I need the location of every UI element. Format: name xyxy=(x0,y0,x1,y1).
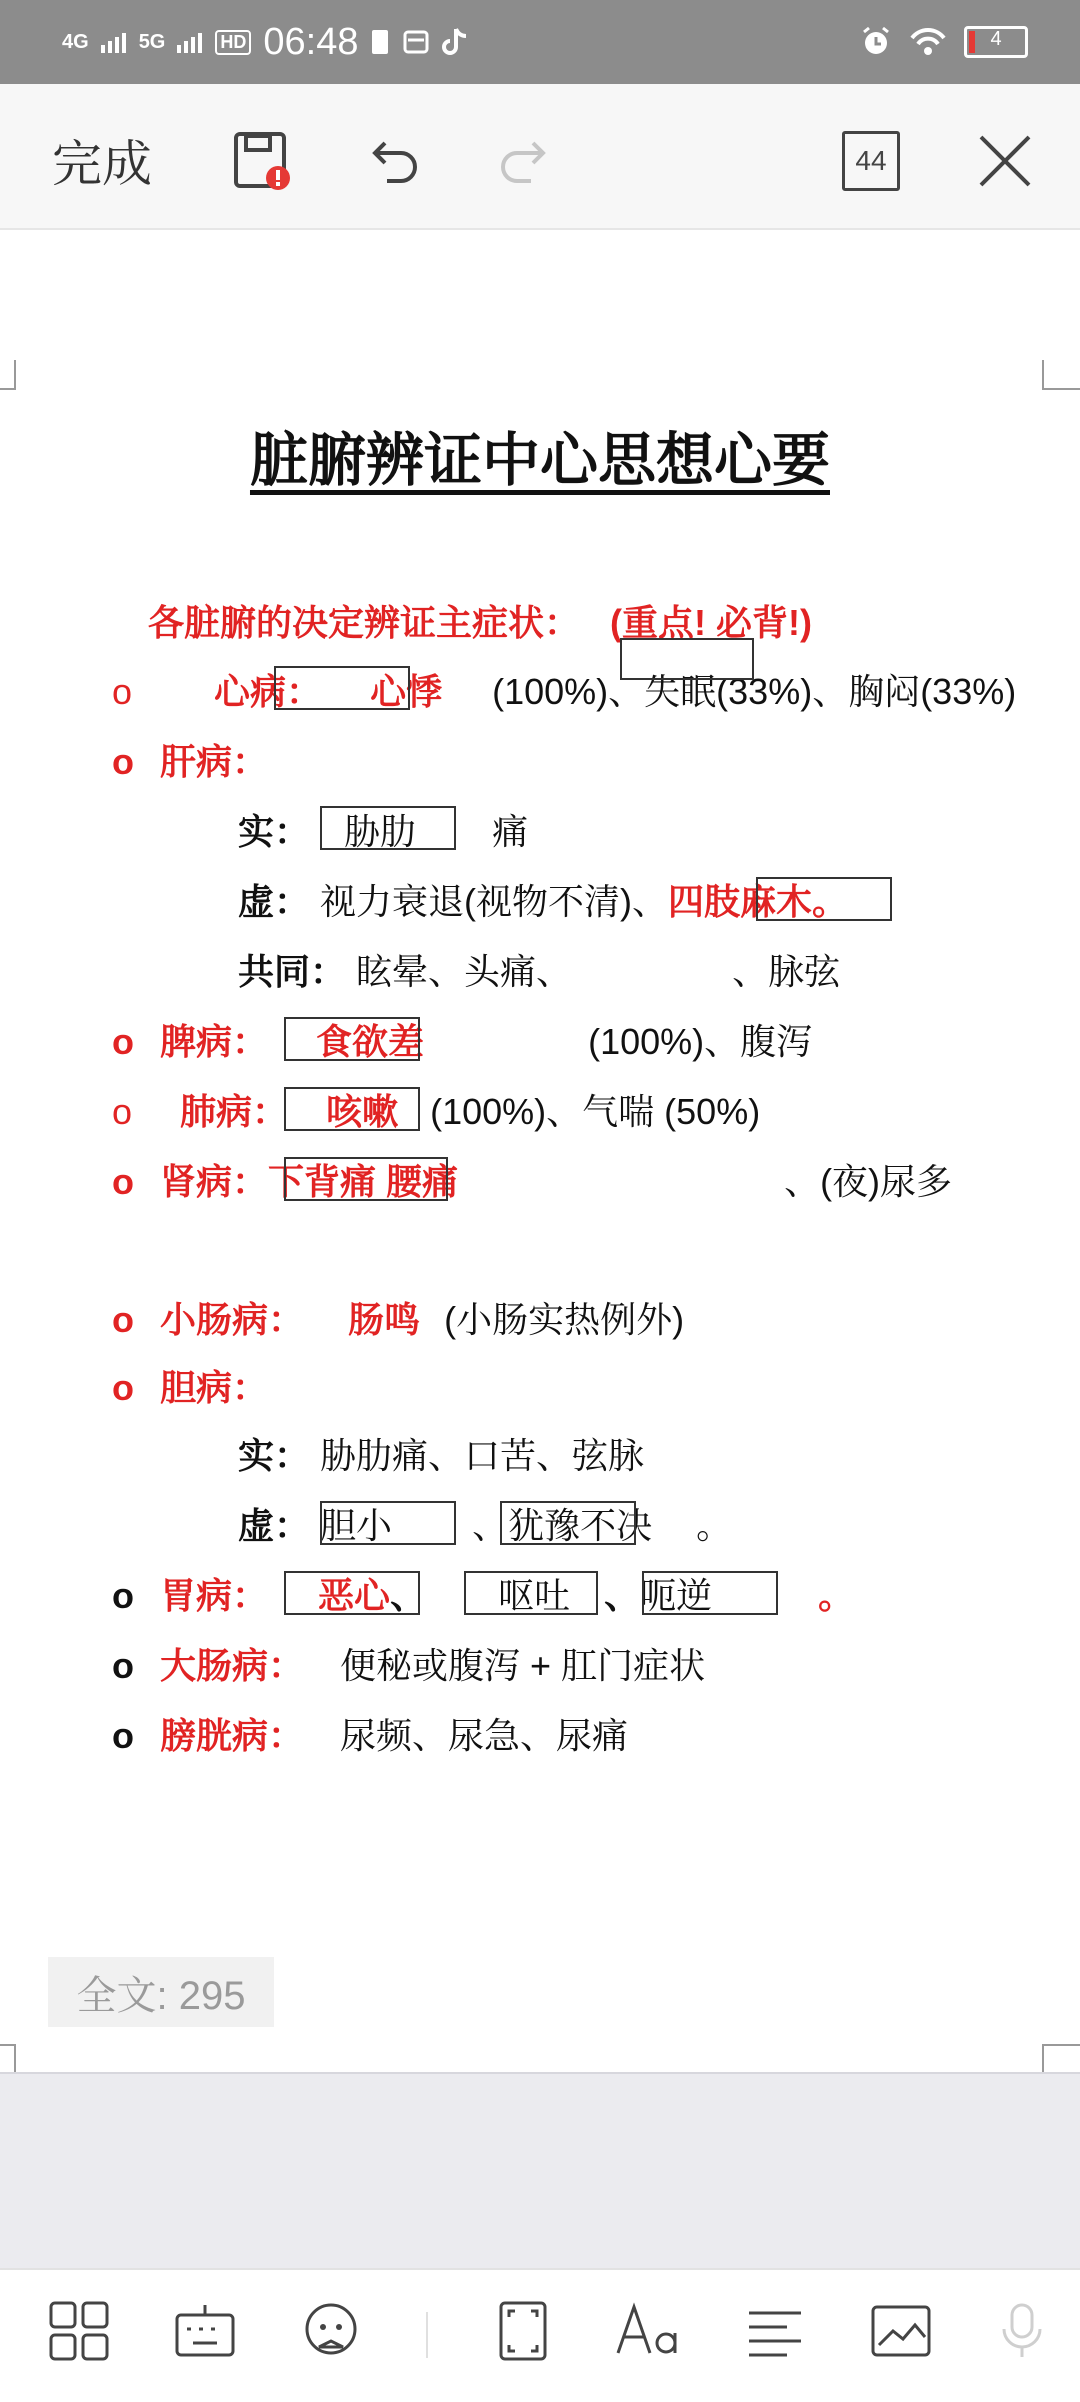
gallbladder-deficiency-a: 胆小 xyxy=(320,1505,393,1546)
image-button[interactable] xyxy=(866,2296,936,2366)
redo-button[interactable] xyxy=(490,126,560,196)
battery-level: 4 xyxy=(990,28,1002,50)
kidney-details: 、(夜)尿多 xyxy=(784,1161,953,1202)
small-intestine-line xyxy=(112,1292,684,1343)
gallbladder-excess-line xyxy=(238,1428,644,1479)
paragraph-button[interactable] xyxy=(740,2296,810,2366)
document-title: 脏腑辨证中心思想心要 xyxy=(249,428,830,493)
close-button[interactable] xyxy=(970,126,1040,196)
assistant-icon xyxy=(299,2299,363,2363)
heart-details: (100%)、失眠(33%)、胸闷(33%) xyxy=(492,671,1017,712)
liver-excess-tail: 痛 xyxy=(492,811,529,852)
bladder-text: 尿频、尿急、尿痛 xyxy=(340,1715,629,1756)
page-count: 44 xyxy=(842,131,900,191)
spleen-key-symptom: 食欲差 xyxy=(316,1021,425,1062)
bullet: o xyxy=(112,1021,134,1062)
bullet: o xyxy=(112,1299,134,1340)
signal-bars-icon xyxy=(101,31,127,53)
stomach-symptom-b: 呕吐 xyxy=(498,1575,571,1616)
period: 。 xyxy=(696,1505,733,1546)
separator: 、 xyxy=(604,1575,641,1616)
deficiency-label: 虚： xyxy=(238,1505,311,1546)
text-box[interactable] xyxy=(284,1087,420,1131)
liver-deficiency-red: 四肢麻木。 xyxy=(668,881,849,922)
crop-mark xyxy=(0,2044,16,2074)
liver-common-line xyxy=(238,944,840,995)
bullet: o xyxy=(112,1367,134,1408)
crop-mark xyxy=(1042,360,1080,390)
fullscreen-icon xyxy=(491,2299,555,2363)
page-count-button[interactable] xyxy=(836,126,906,196)
divider xyxy=(426,2312,428,2358)
paragraph-icon xyxy=(743,2299,807,2363)
crop-mark xyxy=(1042,2044,1080,2074)
bullet: o xyxy=(112,671,133,712)
clock: 06:48 xyxy=(263,20,359,63)
undo-button[interactable] xyxy=(358,126,428,196)
tiktok-icon xyxy=(442,27,468,57)
bullet: o xyxy=(112,1715,134,1756)
excess-label: 实： xyxy=(238,811,311,852)
keyboard-button[interactable] xyxy=(170,2296,240,2366)
liver-deficiency-text: 视力衰退(视物不清)、 xyxy=(320,881,669,922)
signal-4g-icon: 4G xyxy=(62,30,89,53)
common-label: 共同： xyxy=(238,951,347,992)
bladder-line xyxy=(112,1708,628,1759)
undo-icon xyxy=(363,131,423,191)
font-icon xyxy=(614,2299,684,2363)
text-box[interactable] xyxy=(320,1501,456,1545)
large-intestine-text: 便秘或腹泻 + 肛门症状 xyxy=(340,1645,706,1686)
small-intestine-details: (小肠实热例外) xyxy=(444,1299,685,1340)
word-count-badge[interactable]: 全文: 295 xyxy=(48,1957,274,2027)
storage-icon xyxy=(402,28,430,56)
bullet: o xyxy=(112,1091,133,1132)
text-box[interactable] xyxy=(756,877,892,921)
heart-label: 心病： xyxy=(214,671,323,712)
gallbladder-deficiency-b: 犹豫不决 xyxy=(508,1505,653,1546)
redo-icon xyxy=(495,131,555,191)
liver-common-a: 眩晕、头痛、 xyxy=(356,951,573,992)
bullet: o xyxy=(112,1575,134,1616)
assistant-button[interactable] xyxy=(296,2296,366,2366)
keyboard-icon xyxy=(173,2299,237,2363)
fullscreen-button[interactable] xyxy=(488,2296,558,2366)
liver-common-b: 、脉弦 xyxy=(732,951,841,992)
page-gap xyxy=(0,2072,1080,2270)
status-bar xyxy=(0,0,1080,84)
mic-icon xyxy=(992,2299,1052,2363)
sim-icon xyxy=(370,28,390,56)
separator: 、 xyxy=(472,1505,509,1546)
kidney-line xyxy=(112,1154,952,1205)
alarm-icon xyxy=(860,26,892,58)
save-button[interactable] xyxy=(228,126,298,196)
small-intestine-label: 小肠病： xyxy=(160,1299,305,1340)
large-intestine-label: 大肠病： xyxy=(160,1645,305,1686)
text-box[interactable] xyxy=(320,806,456,850)
lung-key-symptom: 咳嗽 xyxy=(326,1091,399,1132)
kidney-key-symptom: 下背痛 腰痛 xyxy=(268,1161,459,1202)
stomach-label: 胃病： xyxy=(160,1575,269,1616)
crop-mark xyxy=(0,360,16,390)
save-icon xyxy=(230,128,296,194)
document-page[interactable] xyxy=(0,230,1080,2072)
battery-icon xyxy=(964,26,1028,58)
text-box[interactable] xyxy=(642,1571,778,1615)
text-box[interactable] xyxy=(464,1571,598,1615)
bullet: o xyxy=(112,1645,134,1686)
bottom-toolbar xyxy=(0,2268,1080,2402)
hd-icon: HD xyxy=(215,30,251,55)
period: 。 xyxy=(818,1575,855,1616)
done-button[interactable]: 完成 xyxy=(52,136,152,192)
liver-line xyxy=(112,734,268,785)
text-box[interactable] xyxy=(284,1017,420,1061)
liver-excess-key: 胁肋 xyxy=(344,811,417,852)
bullet: o xyxy=(112,741,134,782)
gallbladder-label: 胆病： xyxy=(160,1367,269,1408)
gallbladder-excess-text: 胁肋痛、口苦、弦脉 xyxy=(320,1435,645,1476)
bladder-label: 膀胱病： xyxy=(160,1715,305,1756)
wifi-icon xyxy=(910,27,946,57)
text-box[interactable] xyxy=(284,1157,448,1201)
spleen-line xyxy=(112,1014,812,1065)
intro-memorize: 必背!) xyxy=(716,602,813,643)
spleen-label: 脾病： xyxy=(160,1021,269,1062)
gallbladder-deficiency-line xyxy=(238,1498,732,1549)
text-box[interactable] xyxy=(274,666,410,710)
lung-details: (100%)、气喘 (50%) xyxy=(430,1091,761,1132)
liver-label: 肝病： xyxy=(160,741,269,782)
stomach-symptom-c: 呃逆 xyxy=(640,1575,713,1616)
text-box[interactable] xyxy=(500,1501,636,1545)
image-icon xyxy=(869,2299,933,2363)
intro-text: 各脏腑的决定辨证主症状： xyxy=(148,602,581,643)
signal-bars-icon xyxy=(177,31,203,53)
heart-line xyxy=(112,664,1016,715)
intro-important: (重点! xyxy=(610,602,707,643)
lung-line xyxy=(112,1084,760,1135)
large-intestine-line xyxy=(112,1638,705,1689)
lung-label: 肺病： xyxy=(180,1091,289,1132)
editor-toolbar xyxy=(0,84,1080,230)
gallbladder-line xyxy=(112,1360,268,1411)
separator: 、 xyxy=(390,1575,427,1616)
signal-5g-icon: 5G xyxy=(138,30,166,53)
apps-button[interactable] xyxy=(44,2296,114,2366)
small-intestine-key-symptom: 肠鸣 xyxy=(348,1299,421,1340)
deficiency-label: 虚： xyxy=(238,881,311,922)
text-box[interactable] xyxy=(620,638,754,680)
stomach-symptom-a: 恶心 xyxy=(318,1575,391,1616)
kidney-label: 肾病： xyxy=(160,1161,269,1202)
apps-icon xyxy=(47,2299,111,2363)
close-icon xyxy=(975,131,1035,191)
spleen-details: (100%)、腹泻 xyxy=(588,1021,813,1062)
excess-label: 实： xyxy=(238,1435,311,1476)
heart-key-symptom: 心悸 xyxy=(370,671,443,712)
text-box[interactable] xyxy=(284,1571,420,1615)
font-button[interactable] xyxy=(614,2296,684,2366)
bullet: o xyxy=(112,1161,134,1202)
mic-button[interactable] xyxy=(992,2296,1052,2366)
